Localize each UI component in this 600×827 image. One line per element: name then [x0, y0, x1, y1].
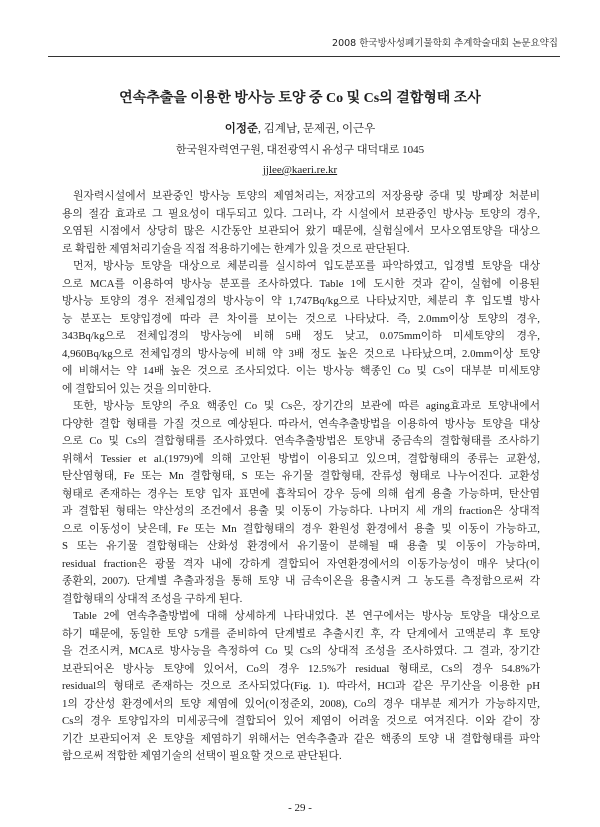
- body-line: 위해서 Tessier et al.(1979)에 의해 고안된 방법이 이용되고 있으며, 결합형태의 종류는 교환성,: [62, 452, 540, 465]
- body-line: 먼저, 방사능 토양을 대상으로 체분리를 실시하여 입도분포를 파악하였고, 입경별 토양을 대상: [73, 260, 540, 272]
- body-line: 에 비해서는 약 14배 높은 것으로 조사되었다. 이는 방사능 핵종인 Co 및 Cs이 대부분 미세토양: [62, 365, 540, 377]
- body-line: 343Bq/kg으로 전체입경의 방사능에 비해 5배 정도 낮고, 0.075mm이하 미세토양의 경우,: [62, 330, 540, 342]
- body-line: 과 결합된 형태는 약산성의 조건에서 용출 및 이동이 가능하다. 나머지 세 개의 fraction은 상대적: [62, 505, 540, 517]
- body-line: 방사능 토양의 경우 전체입경의 방사능이 약 1,747Bq/kg으로 나타났지만, 체분리 후 입도별 방사: [62, 295, 540, 307]
- body-line: 결합형태의 상대적 조성을 구하게 된다.: [62, 592, 243, 605]
- header-rule: [48, 56, 560, 57]
- body-line: Cs의 경우 토양입자의 미세공극에 결합되어 있어 제염이 어려울 것으로 여겨진다. 이와 같이 장: [62, 715, 540, 727]
- affiliation: 한국원자력연구원, 대전광역시 유성구 대덕대로 1045: [175, 144, 425, 156]
- body-line: 으로 이동성이 낮은데, Fe 또는 Mn 결합형태의 경우 환원성 환경에서 용출 및 이동이 가능하고,: [62, 522, 540, 535]
- body-line: 4,960Bq/kg으로 전체입경의 방사능에 비해 약 3배 정도 높은 것으로 나타났으며, 2.0mm이상 토양: [62, 347, 540, 360]
- co-authors: , 김계남, 문제권, 이근우: [258, 123, 376, 135]
- body-line: 1의 강산성 환경에서의 토양 제염에 있어(이정준외, 2008), Co의 경우 대부분 제거가 가능하지만,: [62, 697, 540, 710]
- paragraph-particle-size: [62, 258, 540, 398]
- body-line: 탄산염형태, Fe 또는 Mn 결합형태, S 또는 유기물 결합형태, 잔류성 형태로 나누어진다. 교환성: [62, 470, 540, 482]
- paragraph-background: [62, 188, 540, 258]
- paragraph-binding-forms: [62, 398, 540, 608]
- body-line: Table 2에 연속추출방법에 대해 상세하게 나타내었다. 본 연구에서는 방사능 토양을 대상으로: [73, 610, 540, 622]
- body-line: 을 건조시켜, MCA로 방사능을 측정하여 Co 및 Cs의 상대적 조성을 조사하였다. 그 결과, 장기간: [62, 645, 540, 657]
- body-line: residual fraction은 광물 격자 내에 강하게 결합되어 자연환경에서의 이동가능성이 매우 낮다(이: [62, 557, 540, 570]
- body-line: 또한, 방사능 토양의 주요 핵종인 Co 및 Cs은, 장기간의 보관에 따른 aging효과로 토양내에서: [73, 400, 540, 412]
- body-line: 하기 때문에, 동일한 토양 5개를 준비하여 단계별로 추출시킨 후, 각 단계에서 고액분리 후 토양: [62, 627, 540, 640]
- presenting-author: 이정준: [224, 123, 259, 135]
- body-line: 함으로써 적합한 제염기술의 선택이 필요할 것으로 판단된다.: [62, 750, 342, 762]
- body-line: 능 분포는 토양입경에 따라 큰 차이를 보이는 것으로 나타났다. 즉, 2.0mm이상 토양의 경우,: [62, 312, 540, 325]
- body-line: 다양한 결합 형태를 가질 것으로 예상된다. 따라서, 연속추출방법을 이용하여 방사능 토양을 대상: [62, 417, 540, 430]
- paragraph-results: [62, 608, 540, 766]
- author-list: [40, 121, 560, 137]
- body-line: 종환외, 2007). 단계별 추출과정을 통해 토양 내 금속이온을 용출시켜 그 농도를 측정함으로써 각: [62, 575, 540, 587]
- author-email: jjlee@kaeri.re.kr: [262, 164, 338, 176]
- email-line: [40, 162, 560, 178]
- body-line: 보관되어온 방사능 토양에 있어서, Co의 경우 12.5%가 residual 형태로, Cs의 경우 54.8%가: [62, 662, 540, 675]
- body-line: 으로 Co 및 Cs의 결합형태를 조사하였다. 연속추출방법은 토양내 중금속의 결합형태를 조사하기: [62, 435, 540, 447]
- running-header: 2008 한국방사성폐기물학회 추계학술대회 논문요약집: [332, 38, 558, 49]
- body-line: 용의 절감 효과로 그 필요성이 대두되고 있다. 그러나, 각 시설에서 보관중인 방사능 토양의 경우,: [62, 207, 540, 220]
- body-line: 형태로 존재하는 경우는 토양 입자 표면에 흡착되어 강우 등에 의해 쉽게 용출 가능하며, 탄산염: [62, 487, 540, 500]
- body-line: 으로 MCA를 이용하여 방사능 분포를 조사하였다. Table 1에 도시한 것과 같이, 실험에 이용된: [62, 277, 540, 290]
- body-line: residual의 형태로 존재하는 것으로 조사되었다(Fig. 1). 따라서, HCl과 같은 무기산을 이용한 pH: [62, 680, 540, 692]
- paper-title: 연속추출을 이용한 방사능 토양 중 Co 및 Cs의 결합형태 조사: [119, 91, 481, 106]
- body-line: S 또는 유기물 결합형태는 산화성 환경에서 유기물이 분해될 때 용출 및 이동이 가능하며,: [62, 540, 540, 552]
- page-number: - 29 -: [288, 802, 312, 814]
- body-line: 에 결합되어 있는 것을 의미한다.: [62, 382, 212, 395]
- abstract-body: [62, 188, 540, 766]
- body-line: 원자력시설에서 보관중인 방사능 토양의 제염처리는, 저장고의 저장용량 증대 및 방폐장 처분비: [73, 190, 540, 202]
- body-line: 기간 보관되어져 온 토양을 제염하기 위해서는 연속추출과 같은 핵종의 토양 내 결합형태를 파악: [62, 732, 540, 745]
- body-line: 오염된 시점에서 상당히 많은 시간동안 보관되어 왔기 때문에, 실험실에서 모사오염토양을 대상으: [62, 225, 540, 237]
- body-line: 로 확립한 제염처리기술을 직접 적용하기에는 한계가 있을 것으로 판단된다.: [62, 242, 410, 255]
